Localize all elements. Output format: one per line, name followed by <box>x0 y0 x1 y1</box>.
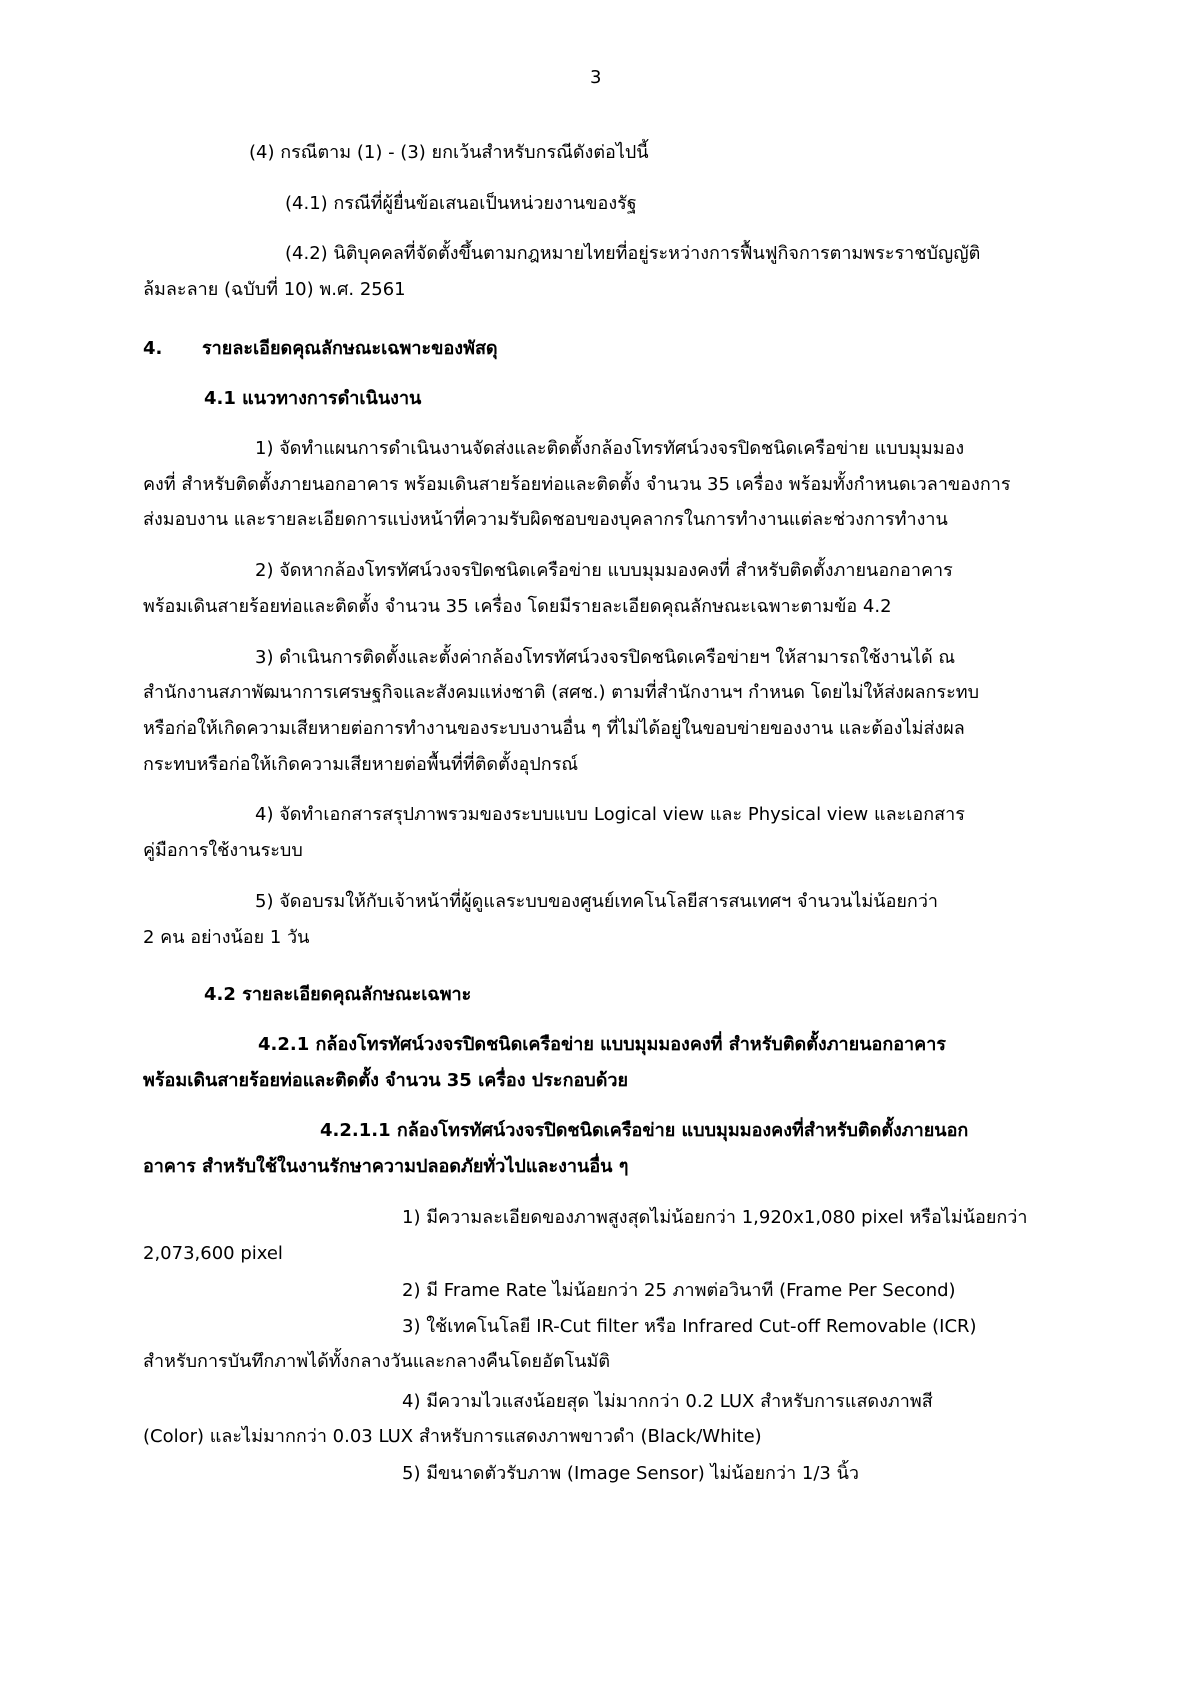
paragraph-line: (4) กรณีตาม (1) - (3) ยกเว้นสำหรับกรณีดังต่อไปนี้ <box>249 142 649 163</box>
spec-heading: พร้อมเดินสายร้อยท่อและติดตั้ง จำนวน 35 เครื่อง ประกอบด้วย <box>143 1070 629 1091</box>
paragraph-line: ส่งมอบงาน และรายละเอียดการแบ่งหน้าที่ความรับผิดชอบของบุคลากรในการทำงานแต่ละช่วงการทำงาน <box>143 509 948 530</box>
paragraph-line: 1) จัดทำแผนการดำเนินงานจัดส่งและติดตั้งกล้องโทรทัศน์วงจรปิดชนิดเครือข่าย แบบมุมมอง <box>255 438 965 459</box>
spec-item: 4) มีความไวแสงน้อยสุด ไม่มากกว่า 0.2 LUX สำหรับการแสดงภาพสี <box>402 1391 933 1412</box>
paragraph-line: พร้อมเดินสายร้อยท่อและติดตั้ง จำนวน 35 เครื่อง โดยมีรายละเอียดคุณลักษณะเฉพาะตามข้อ 4.2 <box>143 596 892 617</box>
section-number: 4. <box>143 338 163 359</box>
spec-heading: 4.2.1 กล้องโทรทัศน์วงจรปิดชนิดเครือข่าย แบบมุมมองคงที่ สำหรับติดตั้งภายนอกอาคาร <box>258 1034 946 1055</box>
paragraph-line: (4.2) นิติบุคคลที่จัดตั้งขึ้นตามกฎหมายไทยที่อยู่ระหว่างการฟื้นฟูกิจการตามพระราชบัญญัติ <box>285 243 981 264</box>
spec-item: 1) มีความละเอียดของภาพสูงสุดไม่น้อยกว่า 1,920x1,080 pixel หรือไม่น้อยกว่า <box>402 1207 1028 1228</box>
paragraph-line: 5) จัดอบรมให้กับเจ้าหน้าที่ผู้ดูแลระบบของศูนย์เทคโนโลยีสารสนเทศฯ จำนวนไม่น้อยกว่า <box>255 891 939 912</box>
paragraph-line: คู่มือการใช้งานระบบ <box>143 840 303 861</box>
spec-item: (Color) และไม่มากกว่า 0.03 LUX สำหรับการแสดงภาพขาวดำ (Black/White) <box>143 1426 762 1447</box>
paragraph-line: หรือก่อให้เกิดความเสียหายต่อการทำงานของระบบงานอื่น ๆ ที่ไม่ได้อยู่ในขอบข่ายของงาน และต้องไม่ส่งผล <box>143 718 965 739</box>
spec-subheading: 4.2.1.1 กล้องโทรทัศน์วงจรปิดชนิดเครือข่าย แบบมุมมองคงที่สำหรับติดตั้งภายนอก <box>320 1120 969 1141</box>
subsection-heading: 4.1 แนวทางการดำเนินงาน <box>204 388 422 409</box>
paragraph-line: 3) ดำเนินการติดตั้งและตั้งค่ากล้องโทรทัศน์วงจรปิดชนิดเครือข่ายฯ ให้สามารถใช้งานได้ ณ <box>255 647 956 668</box>
paragraph-line: 2 คน อย่างน้อย 1 วัน <box>143 927 310 948</box>
section-heading: รายละเอียดคุณลักษณะเฉพาะของพัสดุ <box>202 338 498 359</box>
spec-item: 2) มี Frame Rate ไม่น้อยกว่า 25 ภาพต่อวินาที (Frame Per Second) <box>402 1280 956 1301</box>
paragraph-line: คงที่ สำหรับติดตั้งภายนอกอาคาร พร้อมเดินสายร้อยท่อและติดตั้ง จำนวน 35 เครื่อง พร้อมทั้งกำหนดเวลาของการ <box>143 474 1011 495</box>
paragraph-line: สำนักงานสภาพัฒนาการเศรษฐกิจและสังคมแห่งชาติ (สศช.) ตามที่สำนักงานฯ กำหนด โดยไม่ให้ส่งผลกระทบ <box>143 682 980 703</box>
spec-item: 5) มีขนาดตัวรับภาพ (Image Sensor) ไม่น้อยกว่า 1/3 นิ้ว <box>402 1463 859 1484</box>
subsection-heading: 4.2 รายละเอียดคุณลักษณะเฉพาะ <box>204 984 472 1005</box>
spec-item: 2,073,600 pixel <box>143 1243 283 1264</box>
paragraph-line: 2) จัดหากล้องโทรทัศน์วงจรปิดชนิดเครือข่าย แบบมุมมองคงที่ สำหรับติดตั้งภายนอกอาคาร <box>255 560 953 581</box>
paragraph-line: (4.1) กรณีที่ผู้ยื่นข้อเสนอเป็นหน่วยงานของรัฐ <box>285 193 637 214</box>
paragraph-line: 4) จัดทำเอกสารสรุปภาพรวมของระบบแบบ Logical view และ Physical view และเอกสาร <box>255 804 965 825</box>
paragraph-line: กระทบหรือก่อให้เกิดความเสียหายต่อพื้นที่ที่ติดตั้งอุปกรณ์ <box>143 754 579 775</box>
spec-item: สำหรับการบันทึกภาพได้ทั้งกลางวันและกลางคืนโดยอัตโนมัติ <box>143 1351 611 1372</box>
spec-item: 3) ใช้เทคโนโลยี IR-Cut filter หรือ Infrared Cut-off Removable (ICR) <box>402 1316 977 1337</box>
paragraph-line: ล้มละลาย (ฉบับที่ 10) พ.ศ. 2561 <box>143 279 406 300</box>
page-number: 3 <box>590 67 602 88</box>
spec-subheading: อาคาร สำหรับใช้ในงานรักษาความปลอดภัยทั่วไปและงานอื่น ๆ <box>143 1156 629 1177</box>
